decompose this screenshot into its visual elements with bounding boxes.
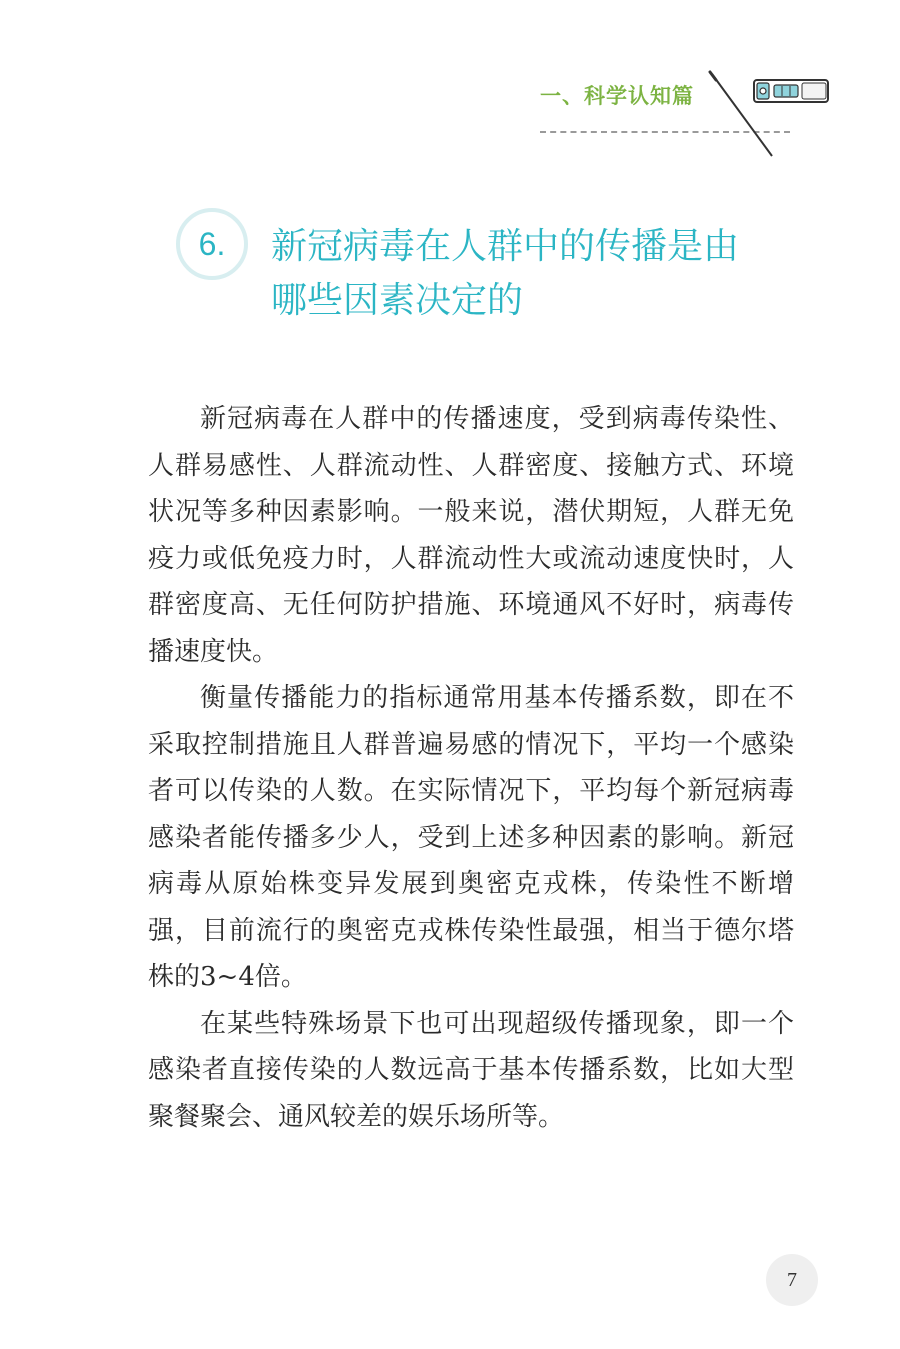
question-title: 新冠病毒在人群中的传播是由哪些因素决定的 xyxy=(271,226,740,321)
paragraph: 新冠病毒在人群中的传播速度，受到病毒传染性、人群易感性、人群流动性、人群密度、接触方式、环境状况等多种因素影响。一般来说，潜伏期短，人群无免疫力或低免疫力时，人群流动性大或流动速度快时，人群密度高、无任何防护措施、环境通风不好时，病毒传播速度快。 xyxy=(148,404,794,667)
paragraph: 衡量传播能力的指标通常用基本传播系数，即在不采取控制措施且人群普遍易感的情况下，平均一个感染者可以传染的人数。在实际情况下，平均每个新冠病毒感染者能传播多少人，受到上述多种因素的影响。新冠病毒从原始株变异发展到奥密克戎株，传染性不断增强，目前流行的奥密克戎株传染性最强，相当于德尔塔株的3~4倍。 xyxy=(148,683,794,992)
test-cassette-icon xyxy=(754,80,828,102)
paragraph: 在某些特殊场景下也可出现超级传播现象，即一个感染者直接传染的人数远高于基本传播系数，比如大型聚餐聚会、通风较差的娱乐场所等。 xyxy=(148,1008,794,1132)
question-number-badge: 6. xyxy=(176,208,248,280)
section-title: 一、科学认知篇 xyxy=(540,84,694,108)
swab-test-kit-icon xyxy=(700,68,830,160)
article-body xyxy=(148,396,794,1140)
page-number: 7 xyxy=(766,1254,818,1306)
